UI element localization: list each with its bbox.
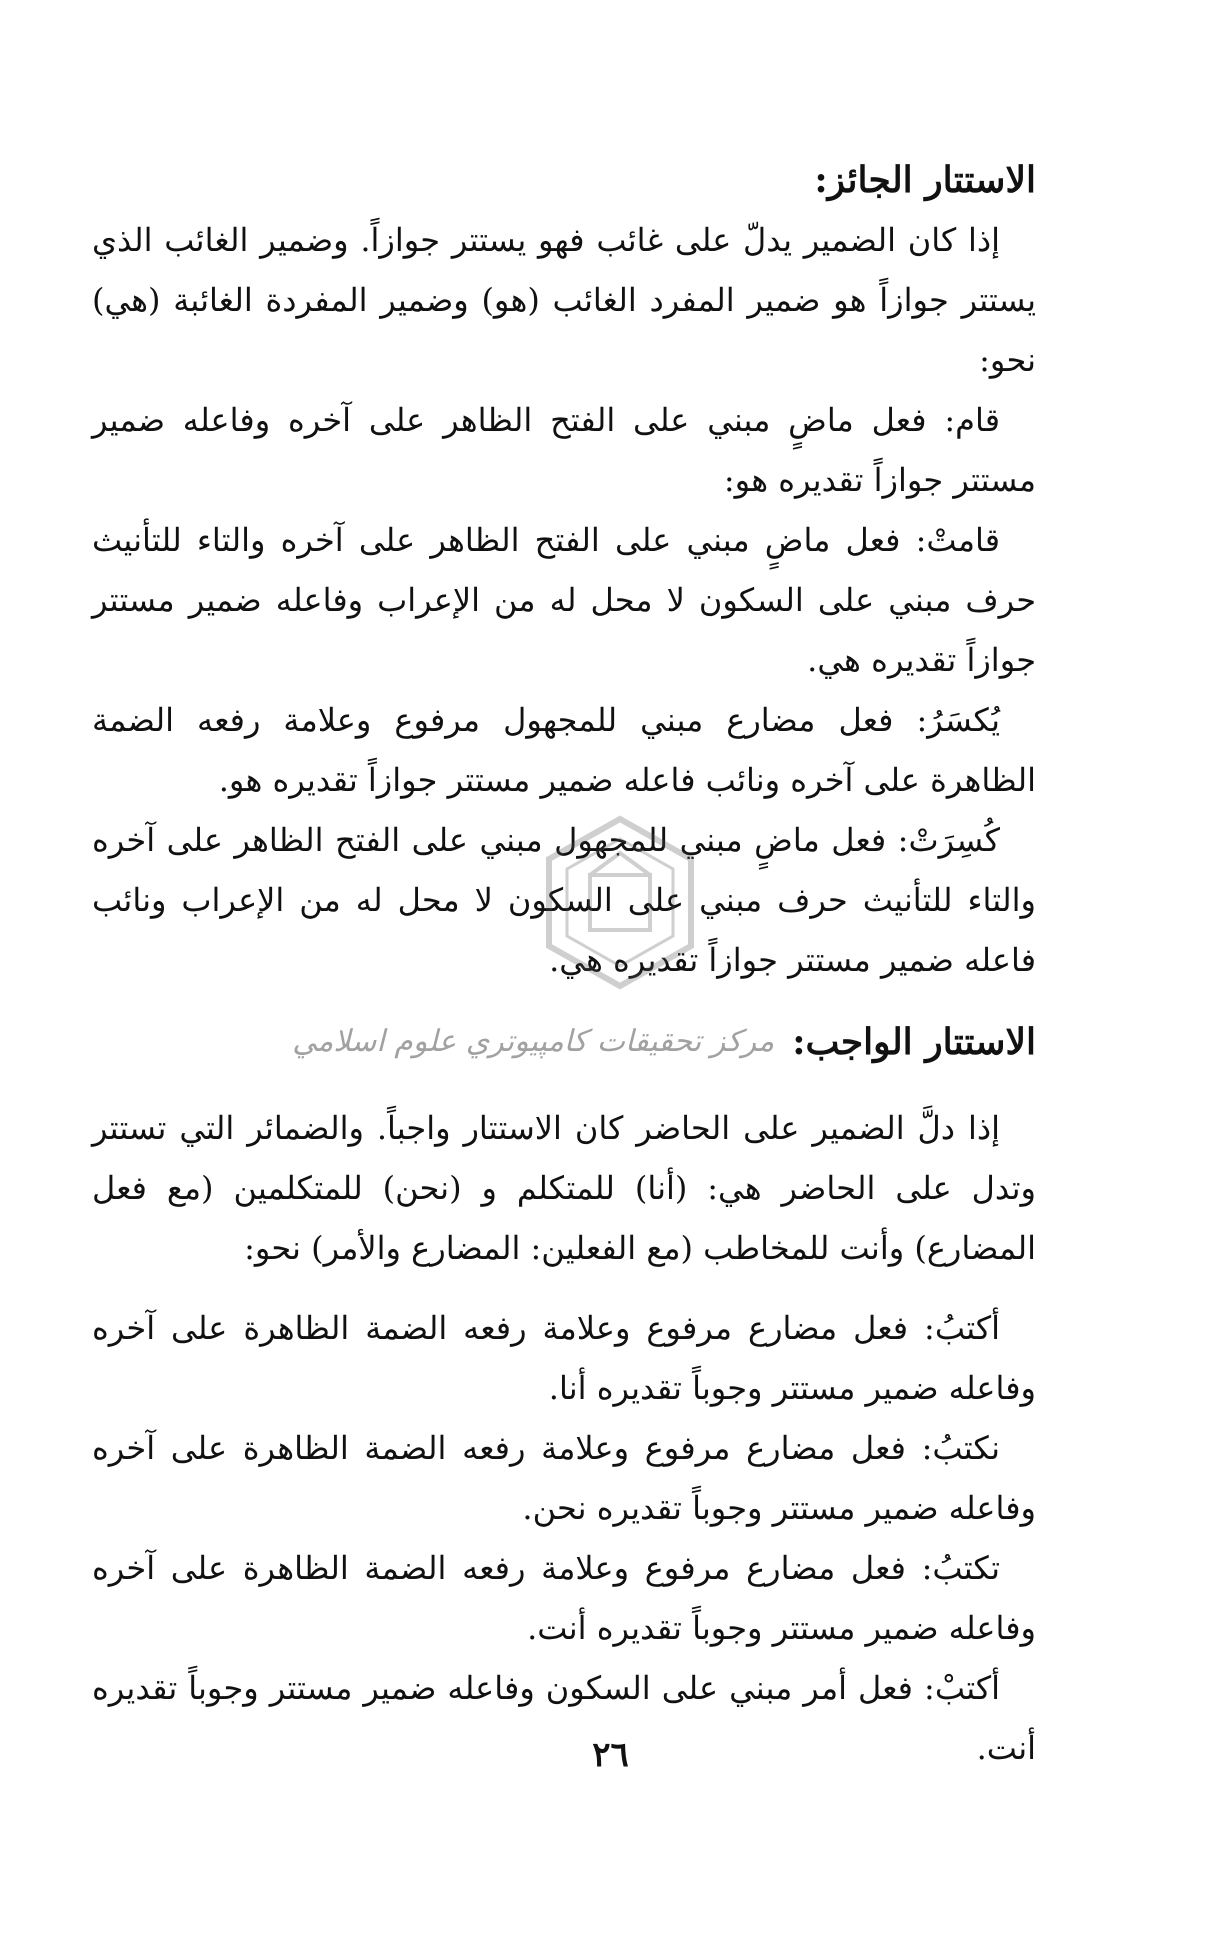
example-term: قامتْ:	[915, 521, 1001, 559]
example-paragraph	[92, 1298, 1036, 1418]
section-intro-paragraph: إذا دلَّ الضمير على الحاضر كان الاستتار واجباً. والضمائر التي تستتر وتدل على الحاضر هي: (أنا) للمتكلم و (نحن) للمتكلمين (مع فعل المضارع) وأنت للمخاطب (مع الفعلين: المضارع والأمر) نحو:	[92, 1109, 1036, 1267]
section-intro-paragraph: إذا كان الضمير يدلّ على غائب فهو يستتر جوازاً. وضمير الغائب الذي يستتر جوازاً هو ضمير المفرد الغائب (هو) وضمير المفردة الغائبة (هي) نحو:	[92, 221, 1036, 379]
page-number: ٢٦	[592, 1735, 629, 1775]
example-paragraph	[92, 1538, 1036, 1658]
example-term: نكتبُ:	[921, 1429, 1001, 1467]
example-text: فعل مضارع مرفوع وعلامة رفعه الضمة الظاهرة على آخره وفاعله ضمير مستتر وجوباً تقديره أنت.	[92, 1549, 1036, 1647]
example-text: فعل ماضٍ مبني على الفتح الظاهر على آخره وفاعله ضمير مستتر جوازاً تقديره هو:	[92, 401, 1036, 499]
example-term: كُسِرَتْ:	[897, 821, 1001, 859]
example-paragraph	[92, 1418, 1036, 1538]
example-text: فعل مضارع مرفوع وعلامة رفعه الضمة الظاهرة على آخره وفاعله ضمير مستتر وجوباً تقديره نحن.	[92, 1429, 1036, 1527]
example-text: فعل أمر مبني على السكون وفاعله ضمير مستتر وجوباً تقديره أنت.	[92, 1669, 1036, 1767]
example-text: فعل ماضٍ مبني على الفتح الظاهر على آخره والتاء للتأنيث حرف مبني على السكون لا محل له من الإعراب وفاعله ضمير مستتر جوازاً تقديره هي.	[92, 521, 1037, 679]
heading-text: الاستتار الواجب:	[792, 1021, 1036, 1063]
example-text: فعل مضارع مرفوع وعلامة رفعه الضمة الظاهرة على آخره وفاعله ضمير مستتر وجوباً تقديره أنا.	[92, 1309, 1036, 1407]
library-stamp-text: مركز تحقيقات كامپيوتري علوم اسلامي	[292, 1024, 775, 1059]
example-paragraph	[92, 690, 1036, 810]
example-term: أكتبْ:	[924, 1669, 1001, 1707]
example-paragraph	[92, 510, 1036, 690]
section-heading-optional-concealment: الاستتار الجائز:	[814, 159, 1036, 201]
example-paragraph	[92, 810, 1036, 990]
example-term: قام:	[944, 401, 1001, 439]
example-term: يُكسَرُ:	[916, 701, 1001, 739]
example-text: فعل مضارع مبني للمجهول مرفوع وعلامة رفعه الضمة الظاهرة على آخره ونائب فاعله ضمير مستتر جوازاً تقديره هو.	[92, 701, 1036, 799]
example-term: أكتبُ:	[924, 1309, 1001, 1347]
example-term: تكتبُ:	[921, 1549, 1001, 1587]
example-text: فعل ماضٍ مبني للمجهول مبني على الفتح الظاهر على آخره والتاء للتأنيث حرف مبني على السكون لا محل له من الإعراب ونائب فاعله ضمير مستتر جوازاً تقديره هي.	[92, 821, 1037, 979]
section-heading-mandatory-concealment	[92, 1012, 1036, 1072]
example-paragraph	[92, 390, 1036, 510]
